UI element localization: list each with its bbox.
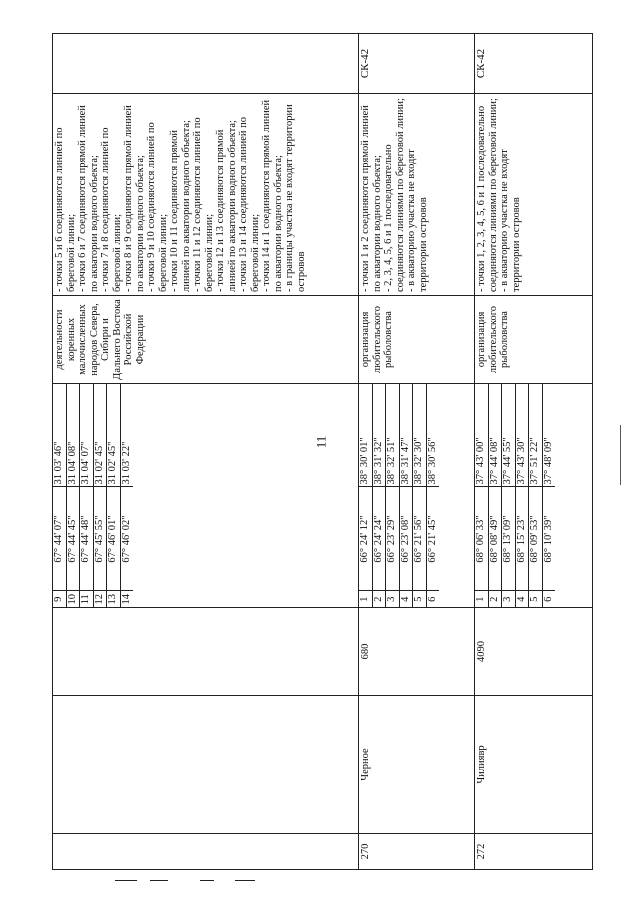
row-number-cell: 272 (475, 834, 593, 870)
coordinate-row: 12 67° 45' 55" 31 02' 45" (93, 384, 107, 607)
coordinates-cell (475, 384, 593, 608)
row-number-cell (53, 834, 359, 870)
page-number: 11 (313, 435, 329, 449)
coordinate-row: 5 66° 21' 56" 38° 32' 30" (413, 384, 427, 607)
area-cell: 680 (359, 608, 475, 696)
coordinate-row: 2 66° 24' 24" 38° 31' 32" (372, 384, 386, 607)
table-row (359, 34, 475, 870)
crs-cell: СК-42 (475, 34, 593, 94)
row-number-cell: 270 (359, 834, 475, 870)
scan-mark (115, 880, 137, 881)
crs-cell (53, 34, 359, 94)
coordinate-row: 9 67° 44' 07" 31 03' 46" (53, 384, 66, 607)
crs-cell: СК-42 (359, 34, 475, 94)
purpose-cell: деятельности коренных малочисленных народов Севера, Сибири и Дальнего Востока Российской Федерации (53, 296, 359, 384)
water-body-name-cell (53, 696, 359, 834)
scan-mark (200, 880, 214, 881)
coordinate-row: 13 67° 46' 01" 31 02' 45" (107, 384, 121, 607)
table-row (53, 34, 359, 870)
scan-mark (620, 425, 621, 485)
coordinate-row: 3 66° 23' 29" 38° 32' 51" (386, 384, 400, 607)
boundary-description-cell: - точки 5 и 6 соединяются линией по береговой линии; - точки 6 и 7 соединяются прямой линией по акватории водного объекта; - точки 7 и 8 соединяются линией по береговой линии; - точки 8 и 9 соединяются прямой линией по акватории водного объекта; - точки 9 и 10 соединяются линией по береговой линии; - точки 10 и 11 соединяются прямой линией по акватории водного объекта; - точки 11 и 12 соединяются линией по береговой линии; - точки 12 и 13 соединяются прямой линией по акватории водного объекта; - точки 13 и 14 соединяются линией по береговой линии; - точки 14 и 1 соединяются прямой линией по акватории водного объекта; - в границы участка не входят территории островов (53, 94, 359, 296)
coordinates-cell (53, 384, 359, 608)
coordinates-subtable (53, 384, 133, 607)
water-body-name-cell: Черное (359, 696, 475, 834)
coordinate-row: 1 66° 24' 12" 38° 30' 01" (359, 384, 372, 607)
coordinate-row: 6 68° 10' 39" 37° 48' 09" (542, 384, 555, 607)
coordinate-row: 1 68° 06' 33" 37° 43' 00" (475, 384, 488, 607)
coordinate-row: 5 68° 09' 53" 37° 51' 22" (529, 384, 543, 607)
coordinate-row: 6 66° 21' 45" 38° 30' 56" (426, 384, 439, 607)
purpose-cell: организация любительского рыболовства (359, 296, 475, 384)
boundary-description-cell: - точки 1 и 2 соединяются прямой линией по акватории водного объекта; - 2, 3, 4, 5, 6 и 1 последовательно соединяются линиями по береговой линии; - в акваторию участка не входят территории островов (359, 94, 475, 296)
coordinate-row: 4 66° 23' 08" 38° 31' 47" (399, 384, 413, 607)
water-body-name-cell: Чилиявр (475, 696, 593, 834)
coordinate-row: 4 68° 15' 23" 37° 43' 30" (515, 384, 529, 607)
fishing-areas-table (52, 33, 593, 870)
coordinate-row: 3 68° 13' 09" 37° 44' 55" (502, 384, 516, 607)
coordinate-row: 14 67° 46' 02" 31 03' 22" (120, 384, 133, 607)
coordinate-row: 11 67° 44' 48" 31 04' 07" (80, 384, 94, 607)
coordinate-row: 2 68° 08' 49" 37° 44' 08" (488, 384, 502, 607)
scan-mark (235, 880, 255, 881)
coordinates-subtable (359, 384, 439, 607)
coordinates-cell (359, 384, 475, 608)
purpose-cell: организация любительского рыболовства (475, 296, 593, 384)
coordinates-subtable (475, 384, 555, 607)
rotated-table-container (52, 34, 625, 870)
area-cell: 4090 (475, 608, 593, 696)
table-row (475, 34, 593, 870)
coordinate-row: 10 67° 44' 45" 31 04' 08" (66, 384, 80, 607)
area-cell (53, 608, 359, 696)
scan-mark (150, 880, 168, 881)
boundary-description-cell: - точки 1, 2, 3, 4, 5, 6 и 1 последовательно соединяются линиями по береговой линии; - в акваторию участка не входят территории островов (475, 94, 593, 296)
